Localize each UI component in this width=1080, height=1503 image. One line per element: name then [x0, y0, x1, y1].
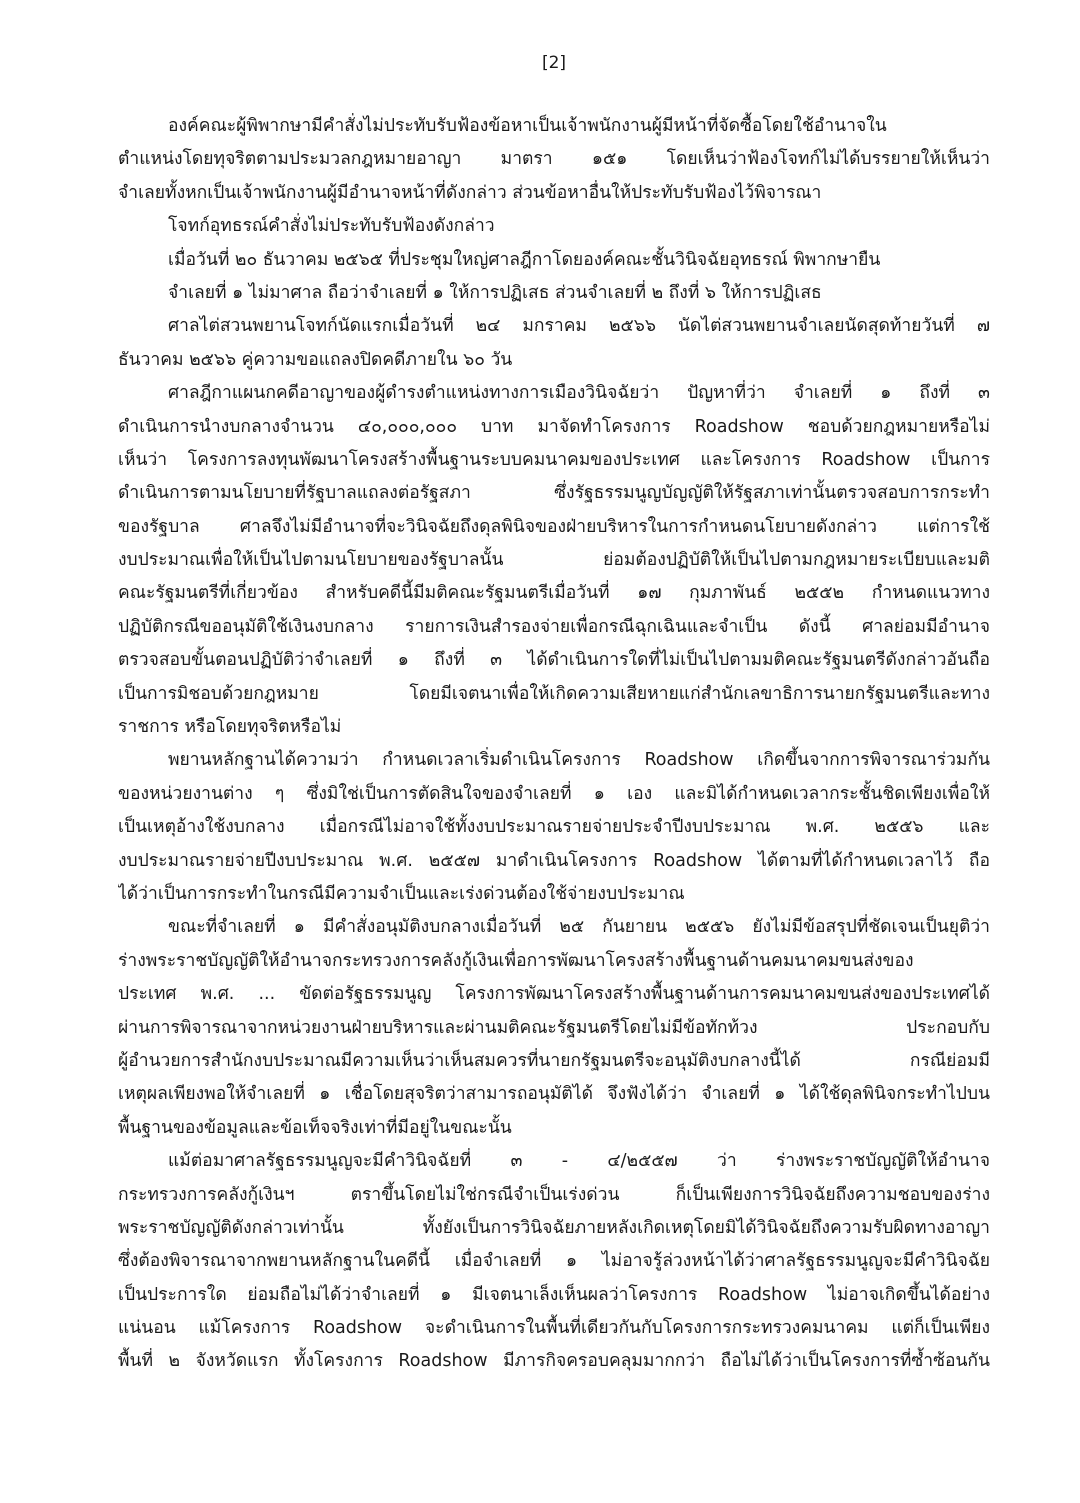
- paragraph-first-line: องค์คณะผู้พิพากษามีคำสั่งไม่ประทับรับฟ้องข้อหาเป็นเจ้าพนักงานผู้มีหน้าที่จัดซื้อโดยใช้อำนาจใน: [168, 116, 887, 136]
- paragraph-line: ตรวจสอบขั้นตอนปฏิบัติว่าจำเลยที่ ๑ ถึงที่ ๓ ได้ดำเนินการใดที่ไม่เป็นไปตามมติคณะรัฐมนตรีดังกล่าวอันถือ: [118, 650, 990, 671]
- document-body: [118, 110, 990, 1379]
- paragraph-line: ได้ว่าเป็นการกระทำในกรณีมีความจำเป็นและเร่งด่วนต้องใช้จ่ายงบประมาณ: [118, 883, 685, 904]
- paragraph-line: แน่นอน แม้โครงการ Roadshow จะดำเนินการในพื้นที่เดียวกันกับโครงการกระทรวงคมนาคม แต่ก็เป็นเพียง: [118, 1318, 990, 1339]
- paragraph-line: ประเทศ พ.ศ. ... ขัดต่อรัฐธรรมนูญ โครงการพัฒนาโครงสร้างพื้นฐานด้านการคมนาคมขนส่งของประเทศได้: [118, 984, 990, 1005]
- paragraph-line: เป็นประการใด ย่อมถือไม่ได้ว่าจำเลยที่ ๑ มีเจตนาเล็งเห็นผลว่าโครงการ Roadshow ไม่อาจเกิดขึ้นได้อย่าง: [118, 1284, 990, 1305]
- paragraph-first-line: เมื่อวันที่ ๒๐ ธันวาคม ๒๕๖๕ ที่ประชุมใหญ่ศาลฎีกาโดยองค์คณะชั้นวินิจฉัยอุทธรณ์ พิพากษายืน: [168, 249, 881, 270]
- page-number: [2]: [541, 53, 567, 73]
- paragraph-line: ผู้อำนวยการสำนักงบประมาณมีความเห็นว่าเห็นสมควรที่นายกรัฐมนตรีจะอนุมัติงบกลางนี้ได้ กรณีย่อมมี: [118, 1050, 990, 1071]
- paragraph-line: ซึ่งต้องพิจารณาจากพยานหลักฐานในคดีนี้ เมื่อจำเลยที่ ๑ ไม่อาจรู้ล่วงหน้าได้ว่าศาลรัฐธรรมนูญจะมีคำวินิจฉัย: [118, 1251, 990, 1272]
- paragraph-line: พื้นฐานของข้อมูลและข้อเท็จจริงเท่าที่มีอยู่ในขณะนั้น: [118, 1117, 512, 1138]
- paragraph-line: เป็นเหตุอ้างใช้งบกลาง เมื่อกรณีไม่อาจใช้ทั้งงบประมาณรายจ่ายประจำปีงบประมาณ พ.ศ. ๒๕๕๖ และ: [118, 817, 990, 838]
- paragraph-line: ดำเนินการนำงบกลางจำนวน ๔๐,๐๐๐,๐๐๐ บาท มาจัดทำโครงการ Roadshow ชอบด้วยกฎหมายหรือไม่: [118, 416, 990, 437]
- paragraph-line: ดำเนินการตามนโยบายที่รัฐบาลแถลงต่อรัฐสภา ซึ่งรัฐธรรมนูญบัญญัติให้รัฐสภาเท่านั้นตรวจสอบการกระทำ: [118, 483, 990, 504]
- paragraph-first-line: ศาลฎีกาแผนกคดีอาญาของผู้ดำรงตำแหน่งทางการเมืองวินิจฉัยว่า ปัญหาที่ว่า จำเลยที่ ๑ ถึงที่ ๓: [168, 383, 990, 404]
- document-page: [118, 0, 990, 1503]
- paragraph-line: ปฏิบัติกรณีขออนุมัติใช้เงินงบกลาง รายการเงินสำรองจ่ายเพื่อกรณีฉุกเฉินและจำเป็น ดังนี้ ศาลย่อมมีอำนาจ: [118, 616, 990, 637]
- paragraph-first-line: โจทก์อุทธรณ์คำสั่งไม่ประทับรับฟ้องดังกล่าว: [168, 216, 495, 237]
- paragraph-line: ธันวาคม ๒๕๖๖ คู่ความขอแถลงปิดคดีภายใน ๖๐ วัน: [118, 349, 513, 370]
- paragraph-line: จำเลยทั้งหกเป็นเจ้าพนักงานผู้มีอำนาจหน้าที่ดังกล่าว ส่วนข้อหาอื่นให้ประทับรับฟ้องไว้พิจารณา: [118, 182, 822, 203]
- paragraph-first-line: ขณะที่จำเลยที่ ๑ มีคำสั่งอนุมัติงบกลางเมื่อวันที่ ๒๕ กันยายน ๒๕๕๖ ยังไม่มีข้อสรุปที่ชัดเจนเป็นยุติว่า: [168, 917, 990, 938]
- paragraph-line: เห็นว่า โครงการลงทุนพัฒนาโครงสร้างพื้นฐานระบบคมนาคมของประเทศ และโครงการ Roadshow เป็นการ: [118, 449, 990, 470]
- paragraph-line: ราชการ หรือโดยทุจริตหรือไม่: [118, 717, 342, 738]
- paragraph-line: เหตุผลเพียงพอให้จำเลยที่ ๑ เชื่อโดยสุจริตว่าสามารถอนุมัติได้ จึงฟังได้ว่า จำเลยที่ ๑ ได้ใช้ดุลพินิจกระทำไปบน: [118, 1084, 990, 1105]
- paragraph-line: กระทรวงการคลังกู้เงินฯ ตราขึ้นโดยไม่ใช่กรณีจำเป็นเร่งด่วน ก็เป็นเพียงการวินิจฉัยถึงความชอบของร่าง: [118, 1184, 990, 1205]
- paragraph-line: พระราชบัญญัติดังกล่าวเท่านั้น ทั้งยังเป็นการวินิจฉัยภายหลังเกิดเหตุโดยมิได้วินิจฉัยถึงความรับผิดทางอาญา: [118, 1217, 990, 1238]
- paragraph-line: คณะรัฐมนตรีที่เกี่ยวข้อง สำหรับคดีนี้มีมติคณะรัฐมนตรีเมื่อวันที่ ๑๗ กุมภาพันธ์ ๒๕๕๒ กำหนดแนวทาง: [118, 583, 990, 604]
- paragraph-line: ของหน่วยงานต่าง ๆ ซึ่งมิใช่เป็นการตัดสินใจของจำเลยที่ ๑ เอง และมิได้กำหนดเวลากระชั้นชิดเพียงเพื่อให้: [118, 783, 990, 804]
- paragraph-line: พื้นที่ ๒ จังหวัดแรก ทั้งโครงการ Roadshow มีภารกิจครอบคลุมมากกว่า ถือไม่ได้ว่าเป็นโครงการที่ซ้ำซ้อนกัน: [118, 1351, 990, 1372]
- paragraph-line: ของรัฐบาล ศาลจึงไม่มีอำนาจที่จะวินิจฉัยถึงดุลพินิจของฝ่ายบริหารในการกำหนดนโยบายดังกล่าว แต่การใช้: [118, 516, 990, 537]
- paragraph-first-line: ศาลไต่สวนพยานโจทก์นัดแรกเมื่อวันที่ ๒๔ มกราคม ๒๕๖๖ นัดไต่สวนพยานจำเลยนัดสุดท้ายวันที่ ๗: [168, 316, 990, 337]
- paragraph-first-line: พยานหลักฐานได้ความว่า กำหนดเวลาเริ่มดำเนินโครงการ Roadshow เกิดขึ้นจากการพิจารณาร่วมกัน: [168, 750, 990, 771]
- paragraph-line: ผ่านการพิจารณาจากหน่วยงานฝ่ายบริหารและผ่านมติคณะรัฐมนตรีโดยไม่มีข้อทักท้วง ประกอบกับ: [118, 1017, 990, 1038]
- paragraph-line: ตำแหน่งโดยทุจริตตามประมวลกฎหมายอาญา มาตรา ๑๕๑ โดยเห็นว่าฟ้องโจทก์ไม่ได้บรรยายให้เห็นว่า: [118, 149, 990, 170]
- paragraph-line: ร่างพระราชบัญญัติให้อำนาจกระทรวงการคลังกู้เงินเพื่อการพัฒนาโครงสร้างพื้นฐานด้านคมนาคมขนส่งของ: [118, 950, 914, 971]
- paragraph-line: งบประมาณเพื่อให้เป็นไปตามนโยบายของรัฐบาลนั้น ย่อมต้องปฏิบัติให้เป็นไปตามกฎหมายระเบียบและมติ: [118, 550, 990, 571]
- paragraph-line: งบประมาณรายจ่ายปีงบประมาณ พ.ศ. ๒๕๕๗ มาดำเนินโครงการ Roadshow ได้ตามที่ได้กำหนดเวลาไว้ ถือ: [118, 850, 990, 871]
- paragraph-first-line: จำเลยที่ ๑ ไม่มาศาล ถือว่าจำเลยที่ ๑ ให้การปฏิเสธ ส่วนจำเลยที่ ๒ ถึงที่ ๖ ให้การปฏิเสธ: [168, 282, 822, 303]
- paragraph-line: เป็นการมิชอบด้วยกฎหมาย โดยมีเจตนาเพื่อให้เกิดความเสียหายแก่สำนักเลขาธิการนายกรัฐมนตรีและทาง: [118, 683, 990, 704]
- paragraph-first-line: แม้ต่อมาศาลรัฐธรรมนูญจะมีคำวินิจฉัยที่ ๓ - ๔/๒๕๕๗ ว่า ร่างพระราชบัญญัติให้อำนาจ: [168, 1151, 990, 1172]
